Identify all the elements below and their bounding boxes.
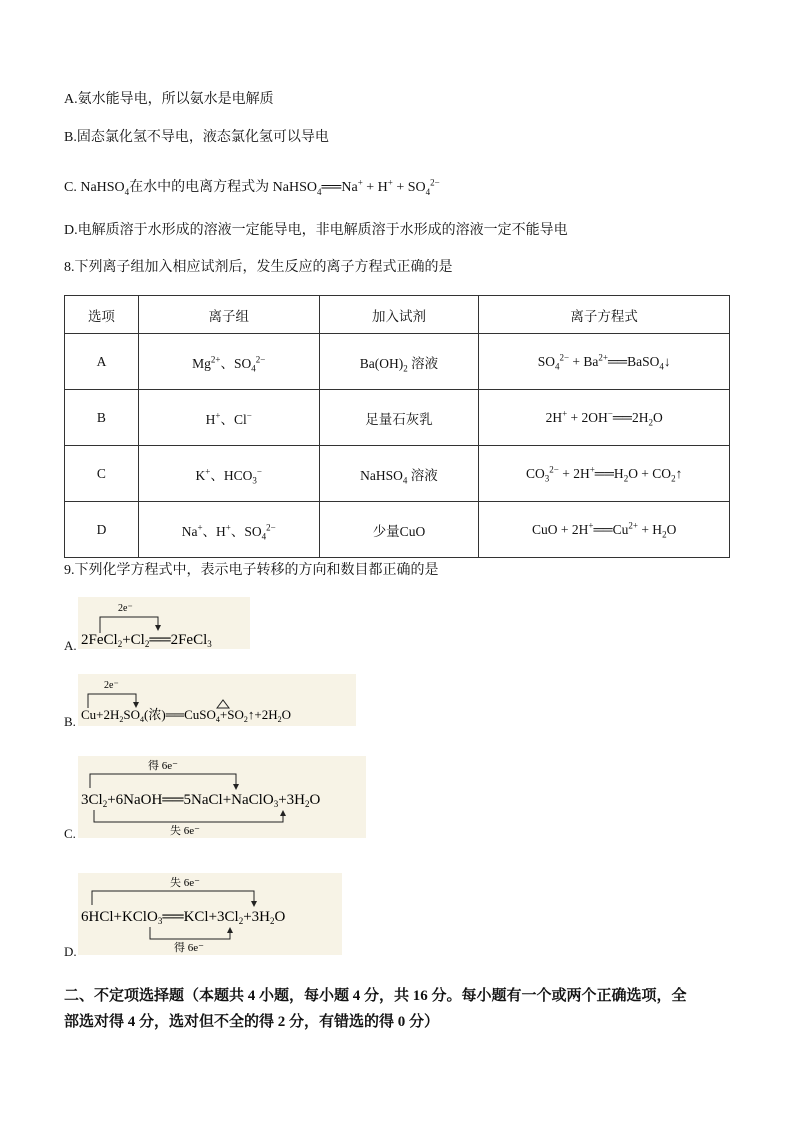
q9-option-b-label: B. bbox=[64, 714, 76, 729]
row-label: A bbox=[65, 334, 139, 390]
reagent: NaHSO$_4$ 溶液 bbox=[319, 446, 479, 502]
svg-text:6HCl+KClO3══KCl+3Cl2+3H2O: $6HCl+KClO_3══KCl+3Cl_2+3H_2O$ bbox=[81, 909, 286, 926]
q9-equation-a bbox=[78, 597, 250, 649]
option-a-text: A.氨水能导电，所以氨水是电解质 bbox=[64, 92, 274, 107]
section-2-heading-line-1: 二、不定项选择题（本题共 4 小题，每小题 4 分，共 16 分。每小题有一个或两个正确选项，全 bbox=[64, 988, 687, 1004]
transfer-label-b: 2e⁻ bbox=[104, 680, 119, 691]
option-d-text: D.电解质溶于水形成的溶液一定能导电，非电解质溶于水形成的溶液一定不能导电 bbox=[64, 223, 568, 238]
ionic-equation: $SO_4^{2-}$ + $Ba^{2+}══BaSO_4↓$ bbox=[479, 334, 730, 390]
svg-text:2FeCl2+Cl2══2FeCl3: $2FeCl_2+Cl_2══2FeCl_3$ bbox=[81, 632, 212, 649]
reagent: 足量石灰乳 bbox=[319, 390, 479, 446]
header-reagent: 加入试剂 bbox=[319, 296, 479, 334]
q9-option-a-label: A. bbox=[64, 638, 77, 653]
loss-label-d: 失 6e⁻ bbox=[170, 877, 200, 889]
ion-group: H+、Cl− bbox=[138, 390, 319, 446]
option-b-text: B.固态氯化氢不导电，液态氯化氢可以导电 bbox=[64, 130, 329, 145]
table-row bbox=[65, 446, 730, 502]
header-option: 选项 bbox=[65, 296, 139, 334]
gain-label-d: 得 6e⁻ bbox=[174, 942, 204, 954]
header-ion-group: 离子组 bbox=[138, 296, 319, 334]
ion-group: $Mg^{2+}$、$SO_4^{2-}$ bbox=[138, 334, 319, 390]
q9-equation-c bbox=[78, 756, 366, 838]
ion-group: K+、$HCO_3^-$ bbox=[138, 446, 319, 502]
q9-equation-b bbox=[78, 674, 356, 726]
ion-group: Na+、H+、$SO_4^{2-}$ bbox=[138, 502, 319, 558]
ionic-equation: CuO + $2H^+══Cu^{2+} + H_2O$ bbox=[479, 502, 730, 558]
table-header-row bbox=[65, 296, 730, 334]
gain-label-c: 得 6e⁻ bbox=[148, 760, 178, 772]
q9-option-c-label: C. bbox=[64, 826, 76, 841]
svg-text:3Cl2+6NaOH══5NaCl+NaClO3+3H2O: $3Cl_2+6NaOH══5NaCl+NaClO_3+3H_2O$ bbox=[81, 792, 321, 809]
row-label: D bbox=[65, 502, 139, 558]
question-8: 8.下列离子组加入相应试剂后，发生反应的离子方程式正确的是 bbox=[64, 260, 453, 275]
transfer-label-a: 2e⁻ bbox=[118, 603, 133, 614]
row-label: C bbox=[65, 446, 139, 502]
reagent: $Ba(OH)_2$ 溶液 bbox=[319, 334, 479, 390]
svg-text:Cu+2H2SO4(浓)══CuSO4+SO2↑+2H2O: $Cu+2H_2SO_4$(浓)$══CuSO_4+SO_2↑+2H_2O$ bbox=[81, 707, 291, 724]
row-label: B bbox=[65, 390, 139, 446]
reagent: 少量CuO bbox=[319, 502, 479, 558]
loss-label-c: 失 6e⁻ bbox=[170, 825, 200, 837]
table-row bbox=[65, 334, 730, 390]
q9-option-d-label: D. bbox=[64, 944, 77, 959]
option-c-text: C. NaHSO$_4$在水中的电离方程式为 NaHSO$_4$══Na+ + $H^+ + SO_4^{2-}$ bbox=[64, 177, 440, 197]
table-row bbox=[65, 502, 730, 558]
ionic-equation: $2H^+ + 2OH^-══2H_2O$ bbox=[479, 390, 730, 446]
ionic-equation: $CO_3^{2-}$ + $2H^+══H_2O$ + $CO_2↑$ bbox=[479, 446, 730, 502]
table-row bbox=[65, 390, 730, 446]
header-ionic-equation: 离子方程式 bbox=[479, 296, 730, 334]
ion-table bbox=[64, 295, 730, 558]
question-9: 9.下列化学方程式中，表示电子转移的方向和数目都正确的是 bbox=[64, 563, 439, 578]
section-2-heading-line-2: 部选对得 4 分，选对但不全的得 2 分，有错选的得 0 分） bbox=[64, 1014, 440, 1030]
q9-equation-d bbox=[78, 873, 342, 955]
